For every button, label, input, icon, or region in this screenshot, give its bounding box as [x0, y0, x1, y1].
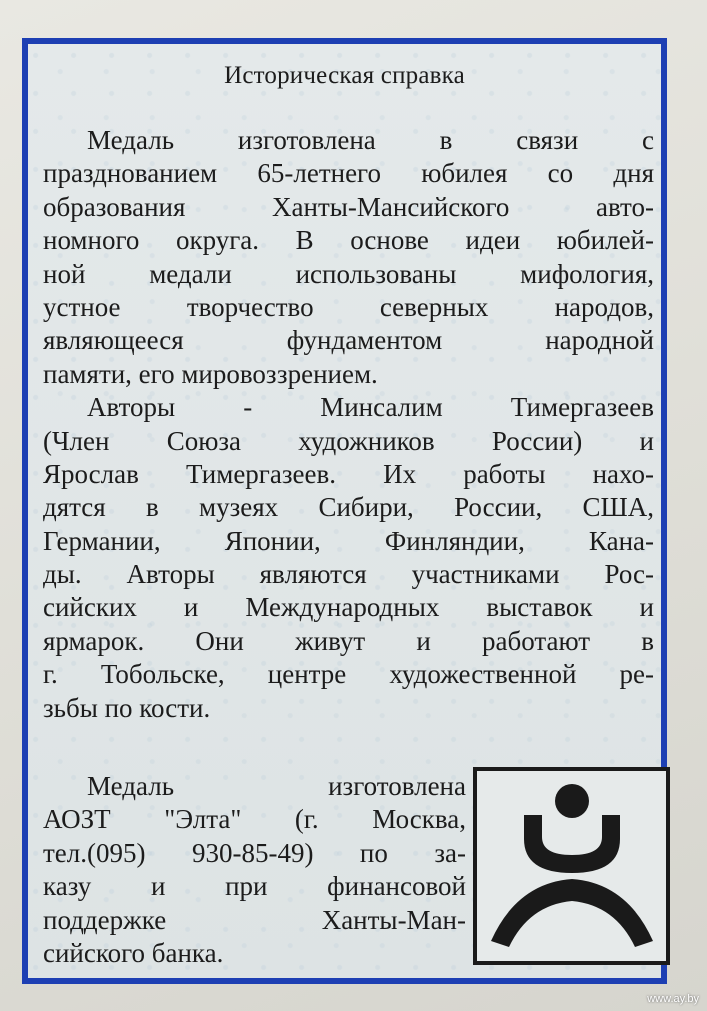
text-line: Ярослав Тимергазеев. Их работы нахо-	[43, 458, 654, 489]
document-title: Историческая справка	[224, 62, 465, 89]
text-line: казу и при финансовой	[43, 871, 466, 902]
text-line: ярмарок. Они живут и работают в	[43, 625, 654, 656]
main-text	[43, 124, 654, 725]
text-line: номного округа. В основе идеи юбилей-	[43, 225, 654, 256]
manufacturer-text	[43, 770, 466, 970]
logo-box	[473, 767, 670, 965]
text-line: поддержке Ханты-Ман-	[43, 904, 466, 935]
blue-frame	[22, 38, 667, 984]
logo-arch-shape	[491, 879, 653, 947]
text-line: тел.(095) 930-85-49) по за-	[43, 837, 466, 868]
text-line: Медаль изготовлена в связи с	[87, 125, 654, 155]
logo-head-shape	[555, 784, 589, 818]
text-line: Медаль изготовлена	[87, 771, 466, 801]
text-line: зьбы по кости.	[43, 692, 211, 723]
text-line: ды. Авторы являются участниками Рос-	[43, 559, 654, 590]
text-line: образования Ханты-Мансийского авто-	[43, 191, 654, 222]
text-line: сийского банка.	[43, 937, 224, 968]
text-line: являющееся фундаментом народной	[43, 325, 654, 356]
watermark: www.ay.by	[647, 993, 699, 1005]
abstract-figure-logo-icon	[477, 771, 666, 961]
text-line: Авторы - Минсалим Тимергазеев	[87, 392, 654, 423]
text-line: АОЗТ "Элта" (г. Москва,	[43, 804, 466, 835]
text-line: празднованием 65-летнего юбилея со дня	[43, 158, 654, 189]
logo-arms-shape	[524, 815, 620, 873]
text-line: дятся в музеях Сибири, России, США,	[43, 492, 654, 523]
text-line: сийских и Международных выставок и	[43, 592, 654, 623]
text-line: устное творчество северных народов,	[43, 291, 654, 322]
text-line: ной медали использованы мифология,	[43, 258, 654, 289]
text-line: памяти, его мировоззрением.	[43, 358, 378, 389]
text-line: г. Тобольске, центре художественной ре-	[43, 659, 654, 690]
text-line: (Член Союза художников России) и	[43, 425, 654, 456]
text-line: Германии, Японии, Финляндии, Кана-	[43, 525, 654, 556]
